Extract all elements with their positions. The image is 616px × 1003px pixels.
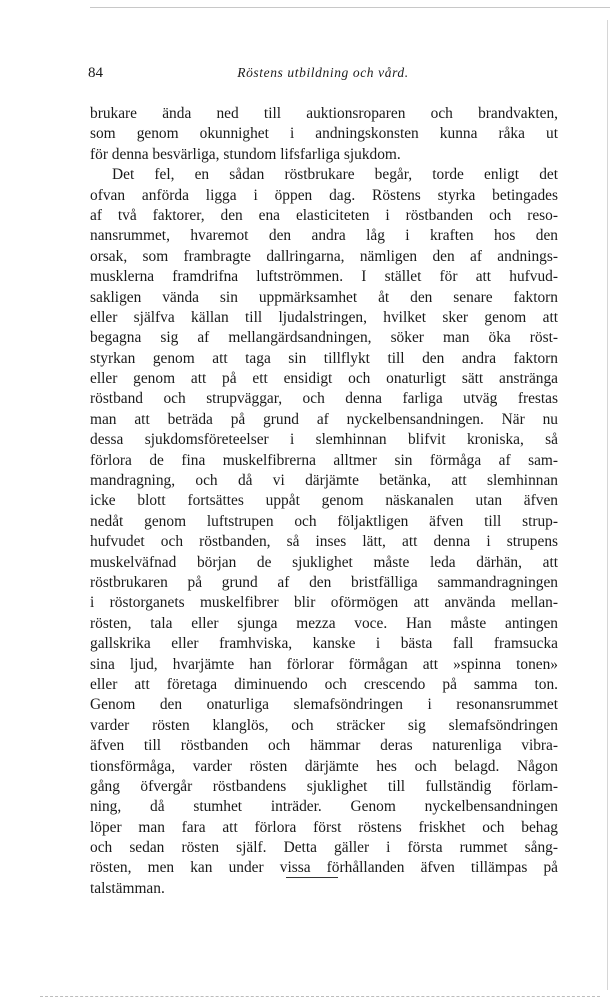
text-line: nedåt genom luftstrupen och följaktligen äfven till strup- [90, 512, 558, 530]
text-line: sakligen vända sin uppmärksamhet åt den senare faktorn [90, 288, 558, 306]
text-line: begagna sig af mellangärdsandningen, söker man öka röst- [90, 329, 558, 347]
text-line: eller att företaga diminuendo och crescendo på samma ton. [90, 675, 558, 693]
text-line: talstämman. [90, 879, 165, 897]
text-line: Genom den onaturliga slemafsöndringen i resonansrummet [90, 696, 558, 714]
text-line: man att beträda på grund af nyckelbensandningen. När nu [90, 410, 558, 428]
text-line: sina ljud, hvarjämte han förlorar förmågan att »spinna tonen» [90, 655, 558, 673]
text-line: brukare ända ned till auktionsroparen och brandvakten, [90, 105, 558, 122]
text-line: tionsförmåga, varder rösten därjämte hes och belagd. Någon [90, 757, 558, 775]
text-line: röstbrukaren på grund af den bristfälliga sammandragningen [90, 573, 558, 591]
text-line: löper man fara att förlora först röstens friskhet och behag [90, 818, 558, 836]
text-line: icke blott fortsättes uppåt genom näskanalen utan äfven [90, 492, 558, 510]
text-line: musklerna framdrifna luftströmmen. I stället för att hufvud- [90, 268, 558, 286]
text-line: dessa sjukdomsföreteelser i slemhinnan blifvit kroniska, så [90, 431, 558, 449]
text-line: äfven till röstbanden och hämmar deras naturenliga vibra- [90, 737, 558, 755]
text-line: ofvan anförda ligga i öppen dag. Röstens styrka betingades [90, 186, 558, 204]
text-line: orsak, som frambragte dallringarna, nämligen den af andnings- [90, 247, 558, 265]
body-text [90, 104, 558, 899]
running-title: Röstens utbildning och vård. [237, 65, 409, 80]
scan-edge-top [90, 7, 610, 8]
text-line: varder rösten klanglös, och sträcker sig slemafsöndringen [90, 716, 558, 734]
scan-edge-bottom [40, 996, 600, 997]
text-line: och sedan rösten själf. Detta gäller i första rummet sång- [90, 839, 558, 857]
page-header [88, 65, 558, 85]
text-line: förlora de fina muskelfibrerna alltmer sin förmåga af sam- [90, 451, 558, 469]
text-line: hufvudet och röstbanden, så inses lätt, att denna i strupens [90, 533, 558, 551]
text-line: i röstorganets muskelfibrer blir oförmögen att använda mellan- [90, 594, 558, 612]
text-line: för denna besvärliga, stundom lifsfarliga sjukdom. [90, 145, 401, 163]
text-line: som genom okunnighet i andningskonsten kunna råka ut [90, 125, 558, 143]
text-line: muskelväfnad början de sjuklighet måste leda därhän, att [90, 553, 558, 571]
text-line: rösten, tala eller sjunga mezza voce. Han måste antingen [90, 614, 558, 632]
text-line: gallskrika eller framhviska, kanske i bästa fall framsucka [90, 635, 558, 653]
text-line: af två faktorer, den ena elasticiteten i röstbanden och reso- [90, 206, 558, 224]
text-line: Det fel, en sådan röstbrukare begår, torde enligt det [112, 166, 558, 184]
scan-edge-right [607, 20, 608, 990]
text-line: gång öfvergår röstbandens sjuklighet till fullständig förlam- [90, 777, 558, 795]
text-line: röstband och strupväggar, och denna farliga utväg frestas [90, 390, 558, 408]
text-line: eller själfva källan till ljudalstringen, hvilket sker genom att [90, 308, 558, 326]
text-line: rösten, men kan under vissa förhållanden äfven tillämpas på [90, 859, 558, 877]
text-line: ning, då stumhet inträder. Genom nyckelbensandningen [90, 798, 558, 816]
section-end-rule [286, 877, 338, 878]
text-line: mandragning, och då vi därjämte betänka, att slemhinnan [90, 472, 558, 490]
text-line: nansrummet, hvaremot den andra låg i kraften hos den [90, 227, 558, 245]
text-line: eller genom att på ett ensidigt och onaturligt sätt anstränga [90, 370, 558, 388]
page-number: 84 [88, 65, 103, 81]
text-line: styrkan genom att taga sin tillflykt till den andra faktorn [90, 349, 558, 367]
